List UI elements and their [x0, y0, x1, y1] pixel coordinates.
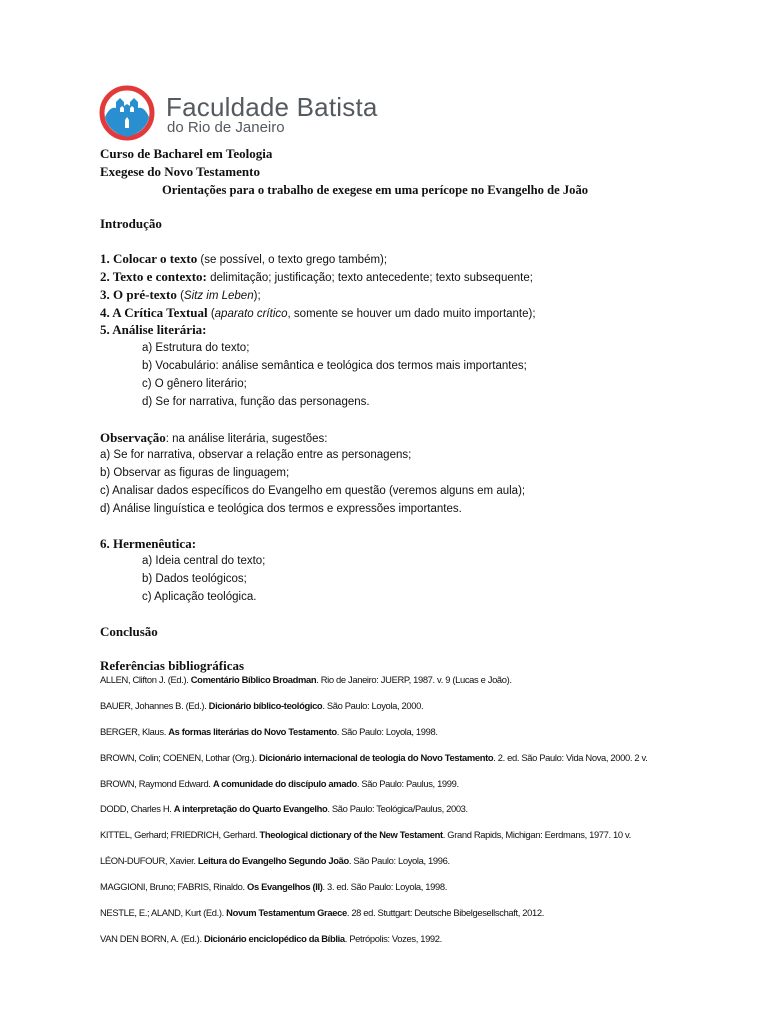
logo-name: Faculdade Batista	[166, 92, 378, 122]
reference-item: MAGGIONI, Bruno; FABRIS, Rinaldo. Os Evangelhos (II). 3. ed. São Paulo: Loyola, 1998.	[100, 881, 448, 892]
reference-item: KITTEL, Gerhard; FRIEDRICH, Gerhard. Theological dictionary of the New Testament. Grand Rapids, Michigan: Eerdmans, 1977. 10 v.	[100, 829, 631, 840]
reference-item: DODD, Charles H. A interpretação do Quarto Evangelho. São Paulo: Teológica/Paulus, 2003.	[100, 803, 468, 814]
step-2	[100, 269, 533, 286]
reference-title: As formas literárias do Novo Testamento	[168, 726, 337, 737]
reference-item: LÉON-DUFOUR, Xavier. Leitura do Evangelho Segundo João. São Paulo: Loyola, 1996.	[100, 855, 450, 866]
reference-title: Comentário Bíblico Broadman	[190, 674, 317, 685]
step-1-text: (se possível, o texto grego também);	[197, 254, 388, 266]
references-heading: Referências bibliográficas	[100, 658, 245, 673]
reference-title: Dicionário internacional de teologia do Novo Testamento	[258, 752, 494, 763]
institution-logo	[98, 84, 378, 144]
literary-item: a) Estrutura do texto;	[142, 342, 250, 354]
reference-item: BAUER, Johannes B. (Ed.). Dicionário bíblico-teológico. São Paulo: Loyola, 2000.	[100, 700, 424, 711]
reference-title: A interpretação do Quarto Evangelho	[173, 803, 328, 814]
literary-item: c) O gênero literário;	[142, 378, 247, 390]
reference-item: BROWN, Colin; COENEN, Lothar (Org.). Dicionário internacional de teologia do Novo Testamento. 2. ed. São Paulo: Vida Nova, 2000. 2 v.	[100, 752, 648, 763]
reference-title: A comunidade do discípulo amado	[212, 778, 357, 789]
reference-title: Os Evangelhos (II)	[247, 881, 323, 892]
document-title: Orientações para o trabalho de exegese em uma perícope no Evangelho de João	[162, 183, 589, 197]
literary-item: d) Se for narrativa, função das personagens.	[142, 396, 370, 408]
step-2-label: 2. Texto e contexto:	[100, 269, 207, 284]
subject-title: Exegese do Novo Testamento	[100, 164, 260, 179]
reference-item: VAN DEN BORN, A. (Ed.). Dicionário enciclopédico da Bíblia. Petrópolis: Vozes, 1992.	[100, 933, 442, 944]
observation-line	[100, 430, 327, 447]
reference-item: ALLEN, Clifton J. (Ed.). Comentário Bíblico Broadman. Rio de Janeiro: JUERP, 1987. v. 9 (Lucas e João).	[100, 674, 512, 685]
reference-title: Theological dictionary of the New Testament	[259, 829, 443, 840]
hermeneutics-item: c) Aplicação teológica.	[142, 591, 257, 603]
step-3-italic: Sitz im Leben	[183, 290, 254, 302]
observation-item: b) Observar as figuras de linguagem;	[100, 467, 290, 479]
step-1-label: 1. Colocar o texto	[100, 251, 198, 266]
step-4-italic: aparato crítico	[214, 308, 288, 320]
hermeneutics-item: a) Ideia central do texto;	[142, 555, 266, 567]
step-4: 4. A Crítica Textual (aparato crítico, somente se houver um dado muito importante);	[100, 305, 536, 320]
step-1	[100, 251, 387, 268]
observation-text: : na análise literária, sugestões:	[165, 433, 328, 445]
reference-item: NESTLE, E.; ALAND, Kurt (Ed.). Novum Testamentum Graece. 28 ed. Stuttgart: Deutsche Bibelgesellschaft, 2012.	[100, 907, 545, 918]
observation-item: a) Se for narrativa, observar a relação entre as personagens;	[100, 449, 412, 461]
observation-item: d) Análise linguística e teológica dos termos e expressões importantes.	[100, 503, 462, 515]
hermeneutics-heading: 6. Hermenêutica:	[100, 536, 197, 551]
conclusion-heading: Conclusão	[100, 624, 158, 639]
reference-title: Leitura do Evangelho Segundo João	[197, 855, 349, 866]
observation-item: c) Analisar dados específicos do Evangelho em questão (veremos alguns em aula);	[100, 485, 526, 497]
intro-heading: Introdução	[100, 216, 162, 231]
course-title: Curso de Bacharel em Teologia	[100, 146, 273, 161]
literary-item: b) Vocabulário: análise semântica e teológica dos termos mais importantes;	[142, 360, 527, 372]
church-emblem-icon	[98, 84, 156, 142]
step-4-label: 4. A Crítica Textual	[100, 305, 208, 320]
reference-item: BERGER, Klaus. As formas literárias do Novo Testamento. São Paulo: Loyola, 1998.	[100, 726, 438, 737]
reference-title: Novum Testamentum Graece	[226, 907, 347, 918]
logo-subtitle: do Rio de Janeiro	[167, 119, 285, 136]
reference-item: BROWN, Raymond Edward. A comunidade do discípulo amado. São Paulo: Paulus, 1999.	[100, 778, 459, 789]
step-2-text: delimitação; justificação; texto antecedente; texto subsequente;	[206, 272, 533, 284]
hermeneutics-item: b) Dados teológicos;	[142, 573, 247, 585]
observation-label: Observação	[100, 430, 166, 445]
step-3-label: 3. O pré-texto	[100, 287, 177, 302]
step-5-label: 5. Análise literária:	[100, 322, 207, 337]
reference-title: Dicionário enciclopédico da Bíblia	[203, 933, 345, 944]
reference-title: Dicionário bíblico-teológico	[208, 700, 323, 711]
step-3: 3. O pré-texto (Sitz im Leben);	[100, 287, 261, 302]
